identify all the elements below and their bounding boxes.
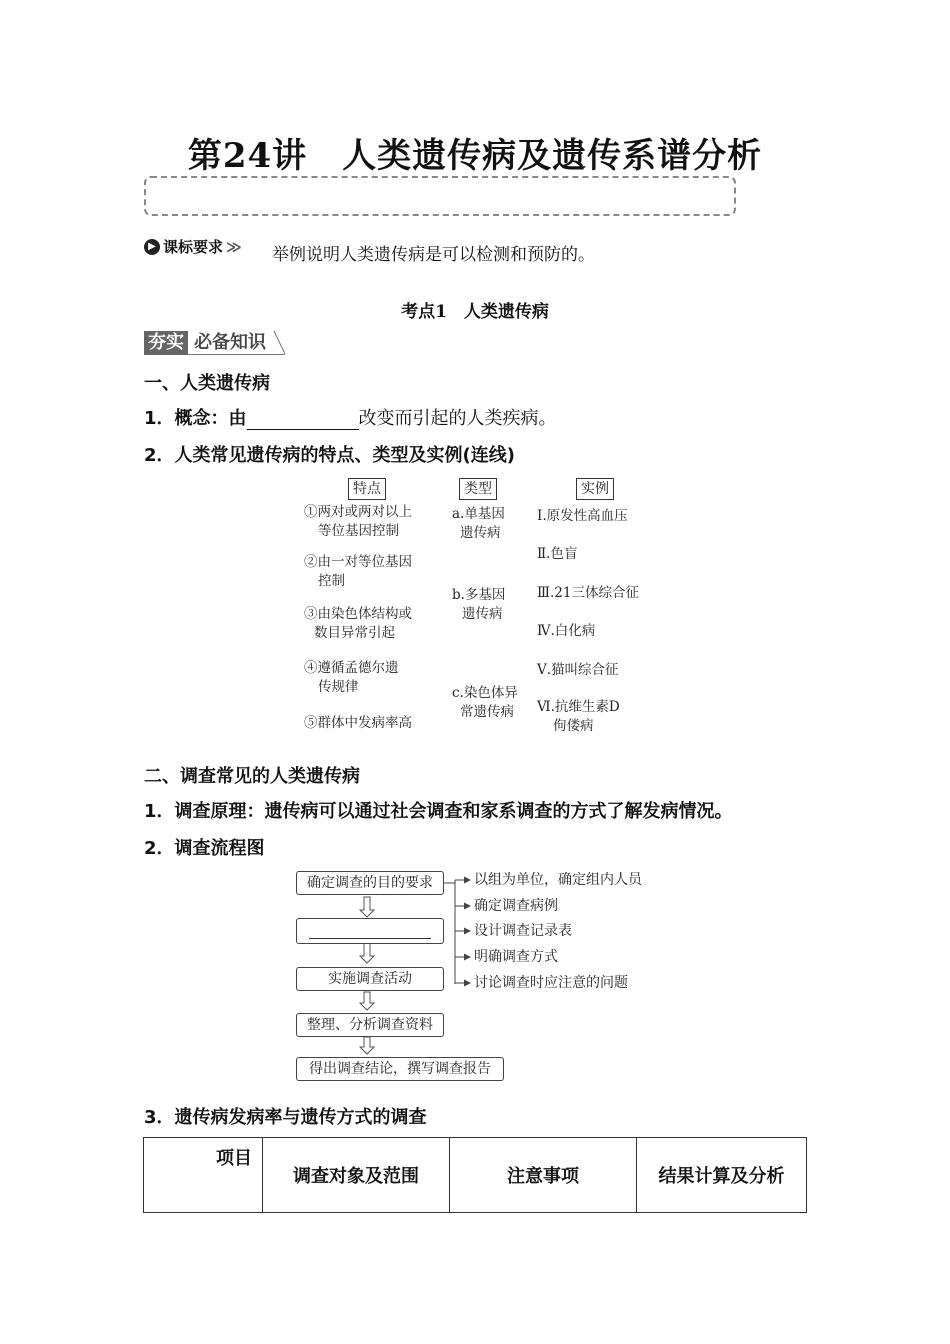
type-item-b: b.多基因 遗传病 xyxy=(452,587,506,622)
header-examples: 实例 xyxy=(576,478,614,500)
example-item-3: Ⅲ.21三体综合征 xyxy=(537,585,639,601)
section-heading: 考点1 人类遗传病 xyxy=(401,302,549,322)
tag-slash-icon xyxy=(272,331,286,355)
investigation-table xyxy=(143,1137,807,1213)
flow-detail-2: 确定调查病例 xyxy=(474,898,558,914)
knowledge-tag xyxy=(144,331,286,355)
part2-item1 xyxy=(144,797,733,823)
curriculum-text: 举例说明人类遗传病是可以检测和预防的。 xyxy=(272,245,595,265)
flow-detail-1: 以组为单位，确定组内人员 xyxy=(474,872,642,888)
play-icon: ▶ xyxy=(144,239,160,255)
part1-item1 xyxy=(144,404,557,430)
dashed-box xyxy=(144,176,736,216)
part2-heading: 二、调查常见的人类遗传病 xyxy=(144,766,360,787)
feature-item-1: ①两对或两对以上 等位基因控制 xyxy=(304,504,412,539)
table-header-item: 项目 xyxy=(144,1138,263,1213)
flow-step-3: 实施调查活动 xyxy=(296,967,444,991)
flow-step-5: 得出调查结论，撰写调查报告 xyxy=(296,1057,504,1081)
part1-heading: 一、人类遗传病 xyxy=(144,373,270,394)
part2-item1-text: 遗传病可以通过社会调查和家系调查的方式了解发病情况。 xyxy=(264,801,733,822)
flow-detail-5: 讨论调查时应注意的问题 xyxy=(474,975,628,991)
example-item-4: Ⅳ.白化病 xyxy=(537,623,596,639)
feature-item-2: ②由一对等位基因 控制 xyxy=(304,554,412,589)
part1-item1-label: 1．概念：由 xyxy=(144,408,247,429)
page-title: 第24讲 人类遗传病及遗传系谱分析 xyxy=(187,136,763,176)
curriculum-badge xyxy=(144,236,242,257)
table-header-scope: 调查对象及范围 xyxy=(263,1138,450,1213)
flow-step-2-blank xyxy=(309,938,431,939)
part1-item2: 2．人类常见遗传病的特点、类型及实例(连线) xyxy=(144,445,515,466)
flow-step-4: 整理、分析调查资料 xyxy=(296,1013,444,1037)
feature-item-3: ③由染色体结构或 数目异常引起 xyxy=(304,606,412,641)
type-item-a: a.单基因 遗传病 xyxy=(452,506,505,541)
flow-step-1: 确定调查的目的要求 xyxy=(296,871,444,895)
flow-detail-3: 设计调查记录表 xyxy=(474,923,572,939)
knowledge-tag-b: 必备知识 xyxy=(188,331,272,355)
table-header-notes: 注意事项 xyxy=(450,1138,637,1213)
feature-item-4: ④遵循孟德尔遗 传规律 xyxy=(304,660,399,695)
type-item-c: c.染色体异 常遗传病 xyxy=(452,685,518,720)
feature-item-5: ⑤群体中发病率高 xyxy=(304,715,412,731)
curriculum-badge-label: 课标要求 xyxy=(163,238,224,256)
double-chevron-icon: ≫ xyxy=(226,237,242,256)
header-types: 类型 xyxy=(459,478,497,500)
knowledge-tag-a: 夯实 xyxy=(144,331,188,355)
part2-item2: 2．调查流程图 xyxy=(144,838,265,859)
part3-heading: 3．遗传病发病率与遗传方式的调查 xyxy=(144,1107,427,1128)
flow-detail-4: 明确调查方式 xyxy=(474,949,558,965)
example-item-6: Ⅵ.抗维生素D 佝偻病 xyxy=(537,699,620,734)
flow-step-2 xyxy=(296,918,444,944)
table-row xyxy=(144,1138,807,1213)
part1-item1-after: 改变而引起的人类疾病。 xyxy=(358,408,557,429)
example-item-2: Ⅱ.色盲 xyxy=(537,546,578,562)
table-header-result: 结果计算及分析 xyxy=(637,1138,807,1213)
example-item-5: Ⅴ.猫叫综合征 xyxy=(537,662,619,678)
example-item-1: Ⅰ.原发性高血压 xyxy=(537,508,628,524)
header-features: 特点 xyxy=(348,478,386,500)
part2-item1-label: 1．调查原理： xyxy=(144,801,265,822)
fill-blank xyxy=(247,411,359,430)
